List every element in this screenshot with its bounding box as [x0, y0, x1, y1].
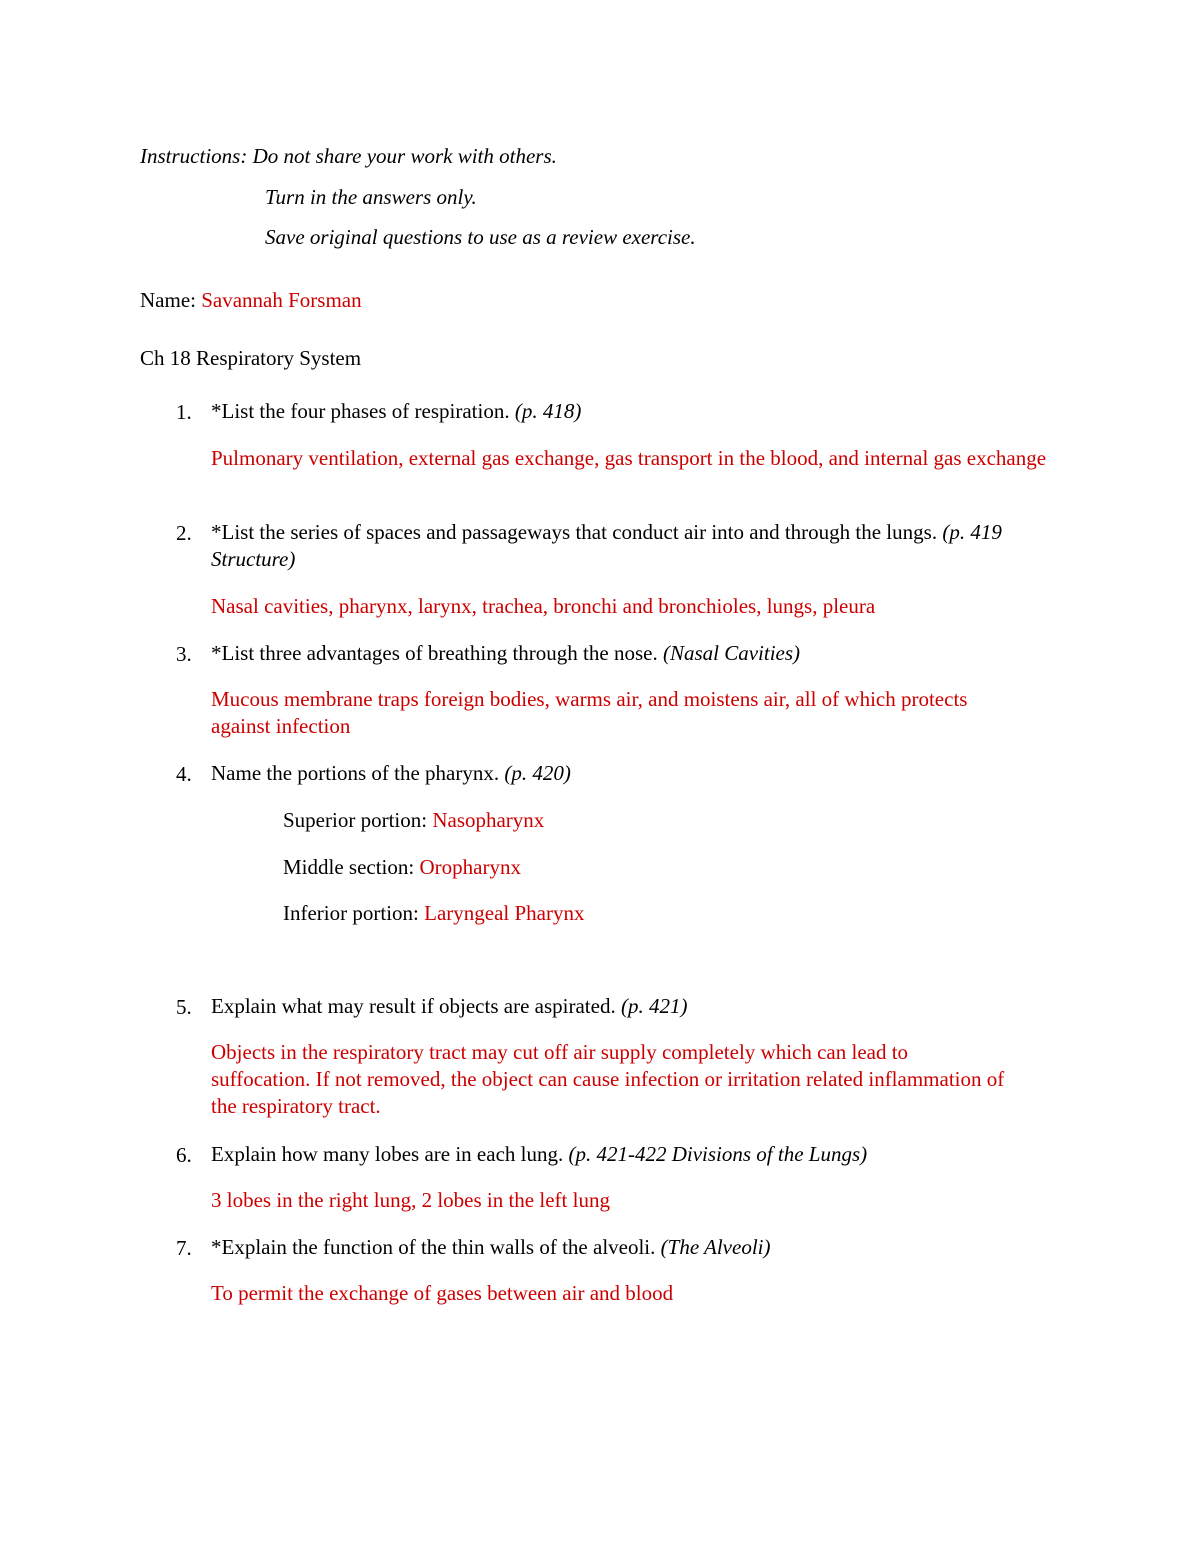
question-2-number: 2.	[176, 521, 192, 545]
pharynx-middle	[283, 853, 521, 881]
question-2-text: *List the series of spaces and passageways that conduct air into and through the lungs.	[211, 520, 943, 544]
question-4-number: 4.	[176, 762, 192, 786]
question-3	[211, 640, 1091, 667]
question-3-number: 3.	[176, 642, 192, 666]
name-line	[140, 286, 362, 314]
instructions-text-1: Do not share your work with others.	[247, 144, 557, 168]
question-2-ref: (p. 419 Structure)	[211, 520, 1002, 571]
question-4-ref: (p. 420)	[504, 761, 571, 785]
question-4-text: Name the portions of the pharynx.	[211, 761, 505, 785]
question-5	[211, 993, 1091, 1020]
question-5-text: Explain what may result if objects are aspirated.	[211, 994, 621, 1018]
question-3-text: *List three advantages of breathing through the nose.	[211, 641, 663, 665]
question-6	[211, 1141, 1111, 1168]
question-1-text: *List the four phases of respiration.	[211, 399, 515, 423]
instructions-line-1	[140, 142, 557, 170]
question-6-ref: (p. 421-422 Divisions of the Lungs)	[568, 1142, 868, 1166]
pharynx-middle-label: Middle section:	[283, 855, 420, 879]
question-5-ref: (p. 421)	[620, 994, 688, 1018]
question-6-text: Explain how many lobes are in each lung.	[211, 1142, 569, 1166]
name-label: Name:	[140, 288, 202, 312]
question-7	[211, 1234, 1091, 1261]
instructions-line-2: Turn in the answers only.	[265, 185, 477, 209]
question-7-ref: (The Alveoli)	[660, 1235, 771, 1259]
answer-2: Nasal cavities, pharynx, larynx, trachea, bronchi and bronchioles, lungs, pleura	[211, 594, 876, 618]
answer-1: Pulmonary ventilation, external gas exchange, gas transport in the blood, and internal gas exchange	[211, 446, 1047, 470]
answer-6: 3 lobes in the right lung, 2 lobes in the left lung	[211, 1188, 610, 1212]
student-name: Savannah Forsman	[201, 288, 362, 312]
pharynx-superior-label: Superior portion:	[283, 808, 433, 832]
question-1-ref: (p. 418)	[514, 399, 582, 423]
question-2	[211, 519, 1071, 573]
question-6-number: 6.	[176, 1143, 192, 1167]
pharynx-superior	[283, 806, 544, 834]
question-1	[211, 398, 1091, 425]
question-5-number: 5.	[176, 995, 192, 1019]
answer-3: Mucous membrane traps foreign bodies, warms air, and moistens air, all of which protects against infection	[211, 687, 968, 738]
question-7-text: *Explain the function of the thin walls of the alveoli.	[211, 1235, 661, 1259]
pharynx-inferior	[283, 899, 585, 927]
pharynx-inferior-label: Inferior portion:	[283, 901, 425, 925]
question-3-ref: (Nasal Cavities)	[662, 641, 801, 665]
pharynx-inferior-value: Laryngeal Pharynx	[424, 901, 585, 925]
instructions-label: Instructions:	[140, 144, 248, 168]
pharynx-superior-value: Nasopharynx	[432, 808, 545, 832]
question-1-number: 1.	[176, 400, 192, 424]
instructions-line-3: Save original questions to use as a review exercise.	[265, 225, 696, 249]
question-4	[211, 760, 1091, 787]
chapter-title: Ch 18 Respiratory System	[140, 346, 362, 370]
question-7-number: 7.	[176, 1236, 192, 1260]
pharynx-middle-value: Oropharynx	[419, 855, 521, 879]
answer-7: To permit the exchange of gases between air and blood	[211, 1281, 674, 1305]
answer-5: Objects in the respiratory tract may cut off air supply completely which can lead to suffocation. If not removed, the object can cause infection or irritation related inflammation of the respiratory tract.	[211, 1040, 1005, 1118]
